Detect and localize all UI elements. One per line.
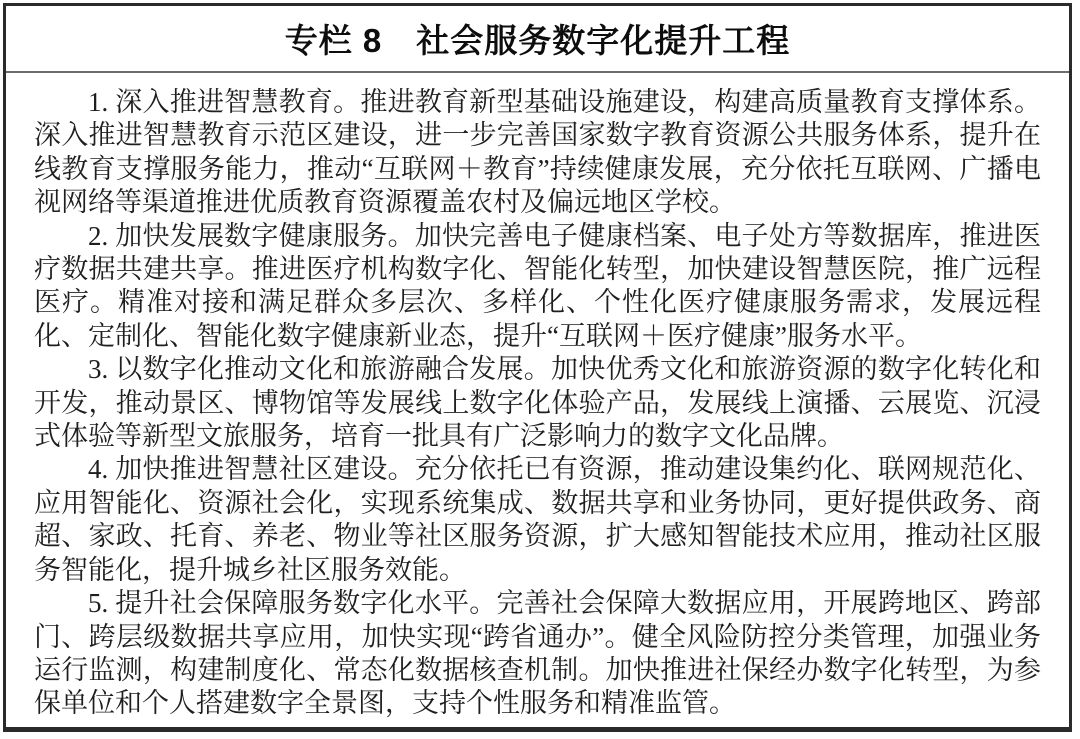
paragraph-culture-tourism: 3. 以数字化推动文化和旅游融合发展。加快优秀文化和旅游资源的数字化转化和开发，推动景区、博物馆等发展线上数字化体验产品，发展线上演播、云展览、沉浸式体验等新型文旅服务，培育一批具有广泛影响力的数字文化品牌。 <box>34 354 1041 452</box>
column-box-body <box>6 73 1069 721</box>
paragraph-smart-education: 1. 深入推进智慧教育。推进教育新型基础设施建设，构建高质量教育支撑体系。深入推进智慧教育示范区建设，进一步完善国家数字教育资源公共服务体系，提升在线教育支撑服务能力，推动“互联网＋教育”持续健康发展，充分依托互联网、广播电视网络等渠道推进优质教育资源覆盖农村及偏远地区学校。 <box>34 87 1041 218</box>
column-box-frame <box>3 3 1072 732</box>
column-box-title: 专栏 8 社会服务数字化提升工程 <box>284 22 791 59</box>
column-box-header <box>6 6 1069 73</box>
paragraph-smart-community: 4. 加快推进智慧社区建设。充分依托已有资源，推动建设集约化、联网规范化、应用智能化、资源社会化，实现系统集成、数据共享和业务协同，更好提供政务、商超、家政、托育、养老、物业等社区服务资源，扩大感知智能技术应用，推动社区服务智能化，提升城乡社区服务效能。 <box>34 454 1041 585</box>
paragraph-digital-health: 2. 加快发展数字健康服务。加快完善电子健康档案、电子处方等数据库，推进医疗数据共建共享。推进医疗机构数字化、智能化转型，加快建设智慧医院，推广远程医疗。精准对接和满足群众多层次、多样化、个性化医疗健康服务需求，发展远程化、定制化、智能化数字健康新业态，提升“互联网＋医疗健康”服务水平。 <box>34 220 1041 351</box>
paragraph-social-security: 5. 提升社会保障服务数字化水平。完善社会保障大数据应用，开展跨地区、跨部门、跨层级数据共享应用，加快实现“跨省通办”。健全风险防控分类管理，加强业务运行监测，构建制度化、常态化数据核查机制。加快推进社保经办数字化转型，为参保单位和个人搭建数字全景图，支持个性服务和精准监管。 <box>34 588 1041 719</box>
